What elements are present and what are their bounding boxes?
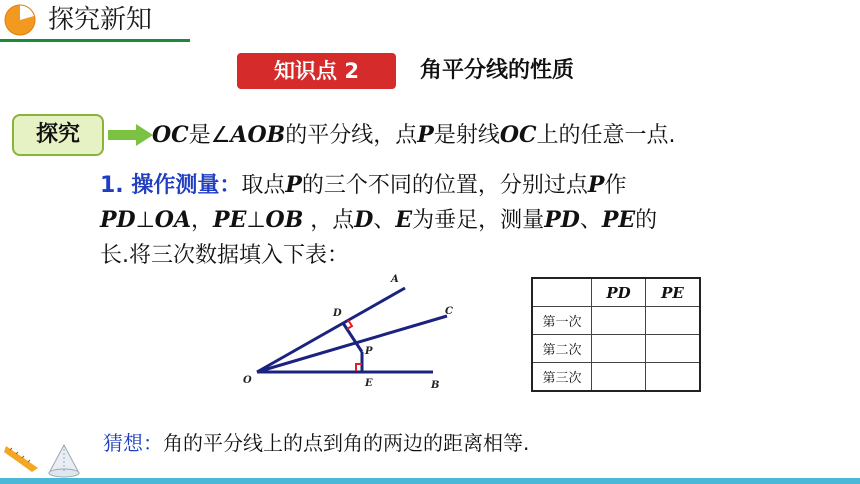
angle-bisector-figure [235,270,453,400]
text: 上的任意一点. [536,123,676,148]
cone-icon [45,443,83,479]
measurement-table [531,277,701,392]
table-row [532,335,700,363]
label-a: A [391,274,399,285]
text: 的三个不同的位置，分别过点 [301,173,588,198]
row-label: 第二次 [532,335,592,363]
var-pe: PE [213,207,247,233]
label-c: C [445,306,453,317]
perp-symbol: ⊥ [135,208,155,233]
text: 、 [373,208,396,233]
knowledge-point-badge: 知识点 2 [237,53,396,89]
step-1 [100,168,800,273]
label-e: E [365,378,373,389]
arrow-right-icon [108,123,154,147]
var-oc: OC [152,122,189,148]
text: 为垂足，测量 [412,208,545,233]
var-p: P [587,172,605,198]
text: ，点 [303,208,355,233]
text: 是∠ [188,123,231,148]
perp-symbol: ⊥ [246,208,266,233]
step-line-2 [100,203,800,238]
step-line-1 [100,168,800,203]
table-row [532,363,700,392]
var-p: P [417,122,434,148]
var-e: E [395,207,413,233]
var-pd: PD [544,207,580,233]
row-label: 第三次 [532,363,592,392]
conjecture-label: 猜想： [103,431,163,455]
conjecture-text: 角的平分线上的点到角的两边的距离相等. [163,431,530,455]
right-angle-mark-d [347,320,352,329]
text: 的平分线，点 [285,123,418,148]
var-ob: OB [265,207,304,233]
table-cell [592,363,646,392]
var-oc: OC [499,122,537,148]
segment-pd [343,323,362,352]
bottom-bar [0,478,860,484]
text: ， [191,208,214,233]
label-d: D [333,308,342,319]
header-underline [0,39,190,42]
var-pe: PE [601,207,636,233]
var-d: D [354,207,374,233]
label-o: O [243,375,252,386]
row-label: 第一次 [532,307,592,335]
table-cell [646,363,701,392]
knowledge-point-title: 角平分线的性质 [420,58,575,83]
table-row [532,307,700,335]
var-aob: AOB [230,122,286,148]
text: 作 [604,173,627,198]
text: 、 [579,208,602,233]
label-p: P [365,346,373,357]
ray-oa [257,288,405,372]
text: 的 [635,208,658,233]
table-cell [592,307,646,335]
table-header-cell: PE [646,278,701,307]
table-header-cell: PD [592,278,646,307]
var-oa: OA [154,207,192,233]
var-p: P [285,172,302,198]
label-b: B [431,380,440,391]
var-pd: PD [100,207,136,233]
step-line-3: 长.将三次数据填入下表： [100,243,349,268]
step-number: 1. 操作测量： [100,173,242,198]
table-cell [646,335,701,363]
conjecture [103,428,529,458]
section-title: 探究新知 [48,5,153,35]
table-cell [592,335,646,363]
table-header-row [532,278,700,307]
pie-chart-icon [4,4,36,36]
text: 取点 [241,173,286,198]
text: 是射线 [433,123,500,148]
ruler-icon [4,438,44,472]
table-cell [646,307,701,335]
explore-statement [152,118,676,153]
explore-badge: 探究 [12,114,104,156]
table-header-cell [532,278,592,307]
